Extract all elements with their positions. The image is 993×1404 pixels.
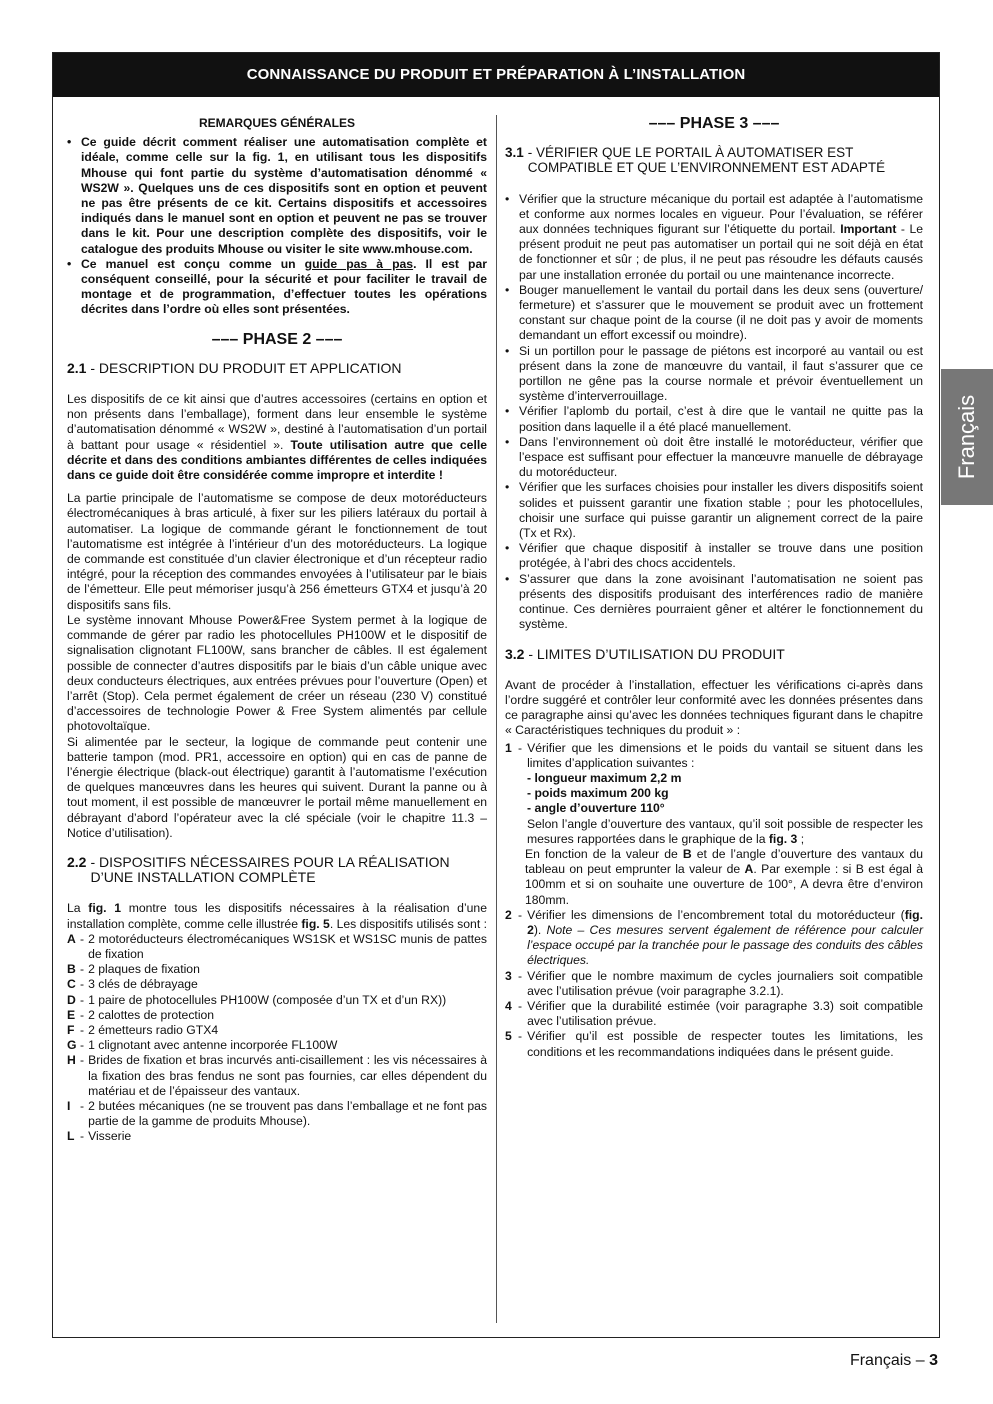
note-text: . Par exemple : si B est égal à 100mm et si on souhaite une ouverture de 100°, A devra être d’environ 180mm. [525, 862, 923, 907]
item-letter: L [67, 1129, 75, 1144]
devices-list [67, 932, 487, 1145]
item-text: Vérifier que les dimensions et le poids du vantail se situent dans les limites d’application suivantes : [527, 740, 923, 770]
section-title: - DESCRIPTION DU PRODUIT ET APPLICATION [90, 359, 402, 376]
language-tab-label: Français [954, 394, 980, 480]
item-text: Brides de fixation et bras incurvés anti-cisaillement : les vis nécessaires à la fixation des bras fendus ne sont pas fournies, car elles dépendent du matériau et de l’épaisseur des vantaux. [88, 1053, 487, 1098]
item-text: 1 paire de photocellules PH100W (composée d’un TX et d’un RX)) [88, 992, 447, 1007]
language-tab [941, 369, 993, 505]
footer-language: Français – [849, 1352, 925, 1369]
value-a: A [744, 862, 754, 877]
limit-note-1 [505, 817, 923, 847]
item-text: 2 émetteurs radio GTX4 [88, 1022, 219, 1037]
section-number: 2.1 [67, 359, 87, 376]
item-text: 2 motoréducteurs électromécaniques WS1SK et WS1SC munis de pattes de fixation [88, 931, 487, 961]
section-number: 3.1 [505, 145, 524, 161]
checks-list [505, 192, 923, 633]
item-text: Vérifier les dimensions de l’encombrement total du motoréducteur ( [527, 907, 905, 922]
item-text: Vérifier qu’il est possible de respecter toutes les limitations, les conditions et les recommandations indiquées dans le présent guide. [527, 1029, 923, 1059]
list-item: 3 - Vérifier que le nombre maximum de cycles journaliers soit compatible avec l’utilisation prévue (voir paragraphe 3.2.1). [505, 968, 923, 998]
limit-weight: - poids maximum 200 kg [527, 786, 669, 801]
paragraph-text: . Les dispositifs utilisés sont : [329, 916, 487, 931]
item-letter: I [67, 1098, 71, 1113]
limits-list [505, 741, 923, 1060]
list-item: H - Brides de fixation et bras incurvés anti-cisaillement : les vis nécessaires à la fixation des bras fendus ne sont pas fournies, car elles dépendent du matériau et de l’épaisseur des vantaux. [67, 1053, 487, 1098]
item-text: 2 calottes de protection [88, 1007, 215, 1022]
list-item: • S’assurer que dans la zone avoisinant l’automatisation ne soient pas présents des dispositifs produisant des interférences radio de manière continue. Ces dernières pourraient gêner et altérer le fonctionnement du système. [505, 572, 923, 633]
item-text: 2 butées mécaniques (ne se trouvent pas dans l’emballage et ne font pas partie de la gamme de produits Mhouse). [88, 1098, 487, 1129]
item-text: Vérifier que le nombre maximum de cycles journaliers soit compatible avec l’utilisation prévue (voir paragraphe 3.2.1). [527, 968, 923, 998]
list-item [505, 192, 923, 283]
remarks-item-2-a: Ce manuel est conçu comme un [81, 256, 305, 271]
fig-ref: fig. 1 [88, 901, 122, 916]
paragraph-text: La [67, 901, 89, 916]
item-letter: D [67, 992, 76, 1007]
item-letter: H [67, 1053, 76, 1068]
remarks-item-2-b: . Il est par conséquent conseillé, pour la sécurité et pour faciliter le travail de montage et de programmation, d’effectuer toutes les opérations décrites dans l’ordre où elles sont présentées. [81, 256, 487, 317]
paragraph-2-2 [67, 901, 487, 931]
page-footer [850, 1352, 938, 1370]
right-column [505, 116, 923, 1060]
item-letter: F [67, 1022, 75, 1037]
paragraph-3-2: Avant de procéder à l’installation, effectuer les vérifications ci-après dans l’ordre suggéré et contrôler leur conformité avec les données présentes dans ce paragraphe ainsi qu’avec les données techniques figurant dans le chapitre « Caractéristiques techniques du produit » : [505, 677, 923, 738]
item-text: Vérifier que la structure mécanique du portail est adaptée à l’automatisme et conforme aux normes locales en vigueur. Pour l’évaluation, se référer aux données techniques figurant sur l’étiquette du portail. [519, 191, 923, 237]
list-item: • Bouger manuellement le vantail du portail dans les deux sens (ouverture/ fermeture) et s’assurer que le mouvement se produit avec un frottement constant sur chaque point de la course (il ne doit pas y avoir de moments demandant un effort excessif ou moindre). [505, 283, 923, 344]
paragraph-2-1-d: Si alimentée par le secteur, la logique de commande peut contenir une batterie tampon (mod. PR1, accessoire en option) qui en cas de panne de l’énergie électrique (black-out électrique) garantit à l’automatisme l’exécution de quelques manœuvres dans les heures qui suivent. Durant la panne ou à tout moment, il est possible de manœuvrer le portail même manuellement en débrayant d’abord l’opérateur avec la clé spéciale (voir le chapitre 11.3 – Notice d’utilisation). [67, 734, 487, 840]
value-b: B [682, 846, 692, 861]
section-3-1-heading [505, 145, 923, 175]
item-letter: E [67, 1007, 76, 1022]
section-number: 3.2 [505, 645, 525, 662]
limit-note-2 [505, 847, 923, 908]
remarks-title: REMARQUES GÉNÉRALES [198, 116, 356, 130]
section-2-1-heading [67, 361, 487, 376]
paragraph-2-1-a [67, 392, 487, 483]
important-label: Important [840, 222, 897, 237]
section-title: - LIMITES D’UTILISATION DU PRODUIT [528, 645, 785, 662]
limit-angle: - angle d’ouverture 110° [527, 801, 665, 816]
page-header: CONNAISSANCE DU PRODUIT ET PRÉPARATION À L’INSTALLATION [53, 53, 939, 97]
list-item: • Vérifier que les surfaces choisies pour installer les divers dispositifs soient solides et puissent garantir une fixation stable ; pour les photocellules, choisir une surface qui puisse garantir un alignement correct de la paire (Tx et Rx). [505, 480, 923, 541]
item-letter: C [67, 977, 76, 992]
item-text: Vérifier que la durabilité estimée (voir paragraphe 3.3) soit compatible avec l’utilisation prévue. [527, 998, 923, 1029]
section-title: - DISPOSITIFS NÉCESSAIRES POUR LA RÉALISATION D’UNE INSTALLATION COMPLÈTE [90, 853, 450, 886]
fig-ref: fig. 2 [527, 907, 923, 937]
phase-3-heading: ––– PHASE 3 ––– [648, 115, 780, 132]
item-text: - Le présent produit ne peut pas automatiser un portail qui ne soit déjà en état de fonctionner et sûr ; de plus, il ne peut pas résoudre les défauts causés par une installation erronée du portail ou une maintenance incorrecte. [519, 222, 924, 282]
item-letter: G [67, 1038, 77, 1053]
paragraph-text: montre tous les dispositifs nécessaires à la réalisation d’une installation complète, comme celle illustrée [67, 901, 487, 931]
list-item: 2 - Vérifier les dimensions de l’encombrement total du motoréducteur (fig. 2). Note – Ces mesures servent également de référence pour calculer l’espace occupé par la tranchée pour le passage des conduits des câbles électriques. [505, 907, 923, 968]
remarks-item-1: • Ce guide décrit comment réaliser une automatisation complète et idéale, comme celle sur la fig. 1, en utilisant tous les dispositifs Mhouse qui font partie du système d’automatisation dénommé « WS2W ». Quelques uns de ces dispositifs sont en option et peuvent ne pas être présents de ce kit. Certains dispositifs et accessoires indiqués dans le manuel sont en option et peuvent ne pas se trouver dans le kit. Pour une description complète des dispositifs, voir le catalogue des produits Mhouse ou visiter le site www.mhouse.com. [67, 135, 487, 257]
item-text: 1 clignotant avec antenne incorporée FL100W [88, 1038, 338, 1053]
note-text: et de l’angle d’ouverture des vantaux du tableau on peut emprunter la valeur de [525, 846, 924, 877]
fig-ref: fig. 5 [301, 916, 330, 931]
section-title: - VÉRIFIER QUE LE PORTAIL À AUTOMATISER EST COMPATIBLE ET QUE L’ENVIRONNEMENT EST ADAPTÉ [527, 145, 886, 176]
note-text: En fonction de la valeur de [525, 846, 683, 861]
item-letter: A [67, 931, 76, 946]
left-column [67, 116, 487, 1145]
list-item: 5 - Vérifier qu’il est possible de respecter toutes les limitations, les conditions et les recommandations indiquées dans le présent guide. [505, 1029, 923, 1059]
list-item: F - 2 émetteurs radio GTX4 [67, 1022, 219, 1037]
list-item: • Vérifier l’aplomb du portail, c’est à dire que le vantail ne quitte pas la position dans laquelle il a été placé manuellement. [505, 404, 923, 434]
page-number: 3 [929, 1352, 938, 1369]
item-letter: B [67, 962, 76, 977]
list-item: • Si un portillon pour le passage de piétons est incorporé au vantail ou est présent dans la zone de manœuvre du vantail, il faut s’assurer que ce portillon ne gêne pas la course normale et prévoir éventuellement un système d’interverrouillage. [505, 344, 923, 405]
list-item: C - 3 clés de débrayage [67, 977, 198, 992]
item-text: Visserie [88, 1129, 132, 1144]
list-item: • Vérifier que chaque dispositif à installer se trouve dans une position protégée, à l’abri des chocs accidentels. [505, 541, 923, 571]
remarks-item-2 [67, 257, 487, 318]
section-2-2-heading [67, 855, 487, 885]
list-item: E - 2 calottes de protection [67, 1007, 215, 1022]
page-frame [52, 52, 940, 1338]
list-item: B - 2 plaques de fixation [67, 962, 200, 977]
note-text: ; [797, 831, 805, 846]
list-item: A - 2 motoréducteurs électromécaniques WS1SK et WS1SC munis de pattes de fixation [67, 931, 487, 961]
column-divider [496, 115, 497, 1323]
item-text: 3 clés de débrayage [88, 977, 198, 992]
list-item: • Dans l’environnement où doit être installé le motoréducteur, vérifier que l’espace est suffisant pour effectuer la manœuvre manuelle de débrayage du motoréducteur. [505, 435, 923, 481]
list-item: L - Visserie [67, 1129, 132, 1144]
fig-ref: fig. 3 [768, 831, 798, 846]
limit-length: - longueur maximum 2,2 m [527, 770, 682, 785]
list-item: G - 1 clignotant avec antenne incorporée FL100W [67, 1038, 338, 1053]
paragraph-text: Les dispositifs de ce kit ainsi que d’autres accessoires (certains en option et non présents dans l’emballage), forment dans leur ensemble le système d’automatisation dénommé « WS2W », destiné à l’automatisation d’un portail à battant pour usage « résidentiel ». [67, 392, 487, 452]
list-item: I - 2 butées mécaniques (ne se trouvent pas dans l’emballage et ne font pas partie de la gamme de produits Mhouse). [67, 1098, 487, 1129]
paragraph-2-1-c: Le système innovant Mhouse Power&Free System permet à la logique de commande de gérer par radio les photocellules PH100W et le dispositif de signalisation clignotant FL100W, sans brancher de câbles. Il est également possible de connecter d’autres dispositifs par le biais d’un câble unique avec deux conducteurs électriques, aux entrées prévues pour l’ouverture (Open) et l’arrêt (Stop). Cela permet également de créer un réseau (230 V) constitué d’accessoires de technologie Power & Free System alimentés par cellule photovoltaïque. [67, 612, 487, 734]
section-3-2-heading [505, 647, 923, 662]
item-text: 2 plaques de fixation [88, 962, 200, 977]
note-text: Note – Ces mesures servent également de référence pour calculer l’espace occupé par la tranchée pour le passage des conduits des câbles électriques. [527, 922, 923, 968]
list-item: 4 - Vérifier que la durabilité estimée (voir paragraphe 3.3) soit compatible avec l’utilisation prévue. [505, 998, 923, 1029]
paragraph-2-1-b: La partie principale de l’automatisme se compose de deux motoréducteurs électromécaniques à bras articulé, à fixer sur les piliers latéraux du portail à automatiser. La logique de commande gérant le fonctionnement de tout l’automatisme est intégrée à l’intérieur d’un des motoréducteurs. La logique de commande est constituée d’un clavier électronique et d’un récepteur radio intégré, pour la réception des commandes envoyées à l’utilisateur par le biais de l’émetteur. Elle peut mémoriser jusqu’à 256 émetteurs GTX4 et jusqu’à 20 dispositifs sans fils. [67, 491, 487, 612]
warning-text: Toute utilisation autre que celle décrite et dans des conditions ambiantes différentes de celles indiquées dans ce guide doit être considérée comme impropre et interdite ! [67, 437, 487, 483]
remarks-list [67, 135, 487, 317]
step-by-step-guide-text: guide pas à pas [304, 256, 414, 271]
list-item: 1 - Vérifier que les dimensions et le poids du vantail se situent dans les limites d’application suivantes : [505, 740, 923, 770]
note-text: Selon l’angle d’ouverture des vantaux, qu’il soit possible de respecter les mesures rapportées dans le graphique de la [527, 816, 923, 846]
section-number: 2.2 [67, 853, 87, 870]
item-text: ). [533, 922, 547, 937]
list-item: D - 1 paire de photocellules PH100W (composée d’un TX et d’un RX)) [67, 992, 447, 1007]
phase-2-heading: ––– PHASE 2 ––– [211, 330, 343, 348]
